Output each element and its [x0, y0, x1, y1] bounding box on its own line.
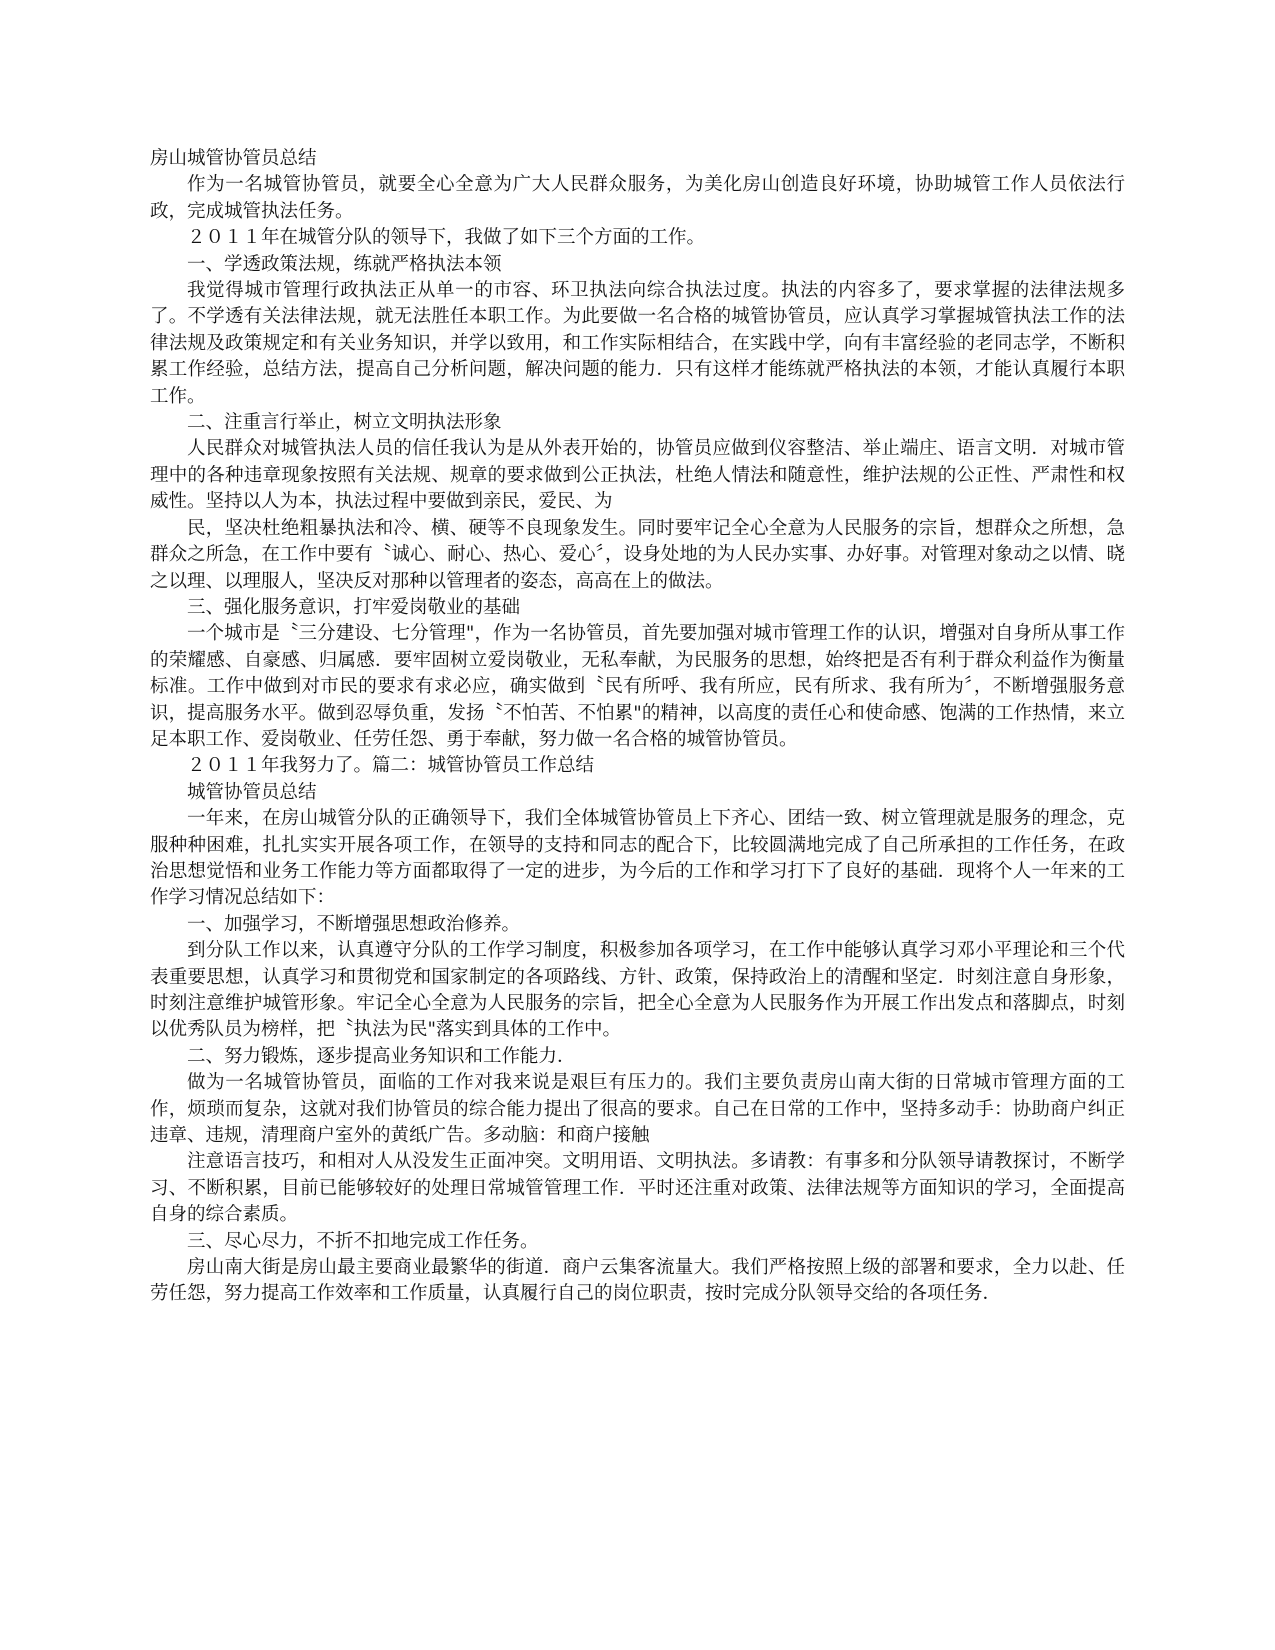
paragraph: 一年来，在房山城管分队的正确领导下，我们全体城管协管员上下齐心、团结一致、树立管理就是服务的理念，克服种种困难，扎扎实实开展各项工作，在领导的支持和同志的配合下，比较圆满地完成了自己所承担的工作任务，在政治思想觉悟和业务工作能力等方面都取得了一定的进步，为今后的工作和学习打下了良好的基础．现将个人一年来的工作学习情况总结如下：	[150, 808, 1125, 909]
paragraph: 做为一名城管协管员，面临的工作对我来说是艰巨有压力的。我们主要负责房山南大街的日常城市管理方面的工作，烦琐而复杂，这就对我们协管员的综合能力提出了很高的要求。自己在日常的工作中，坚持多动手：协助商户纠正违章、违规，清理商户室外的黄纸广告。多动脑：和商户接触	[150, 1072, 1125, 1147]
section-heading: 三、尽心尽力，不折不扣地完成工作任务。	[187, 1230, 539, 1252]
paragraph: ２０１１年在城管分队的领导下，我做了如下三个方面的工作。	[187, 227, 706, 249]
section-heading: 一、学透政策法规，练就严格执法本领	[187, 253, 502, 275]
paragraph: 民，坚决杜绝粗暴执法和冷、横、硬等不良现象发生。同时要牢记全心全意为人民服务的宗旨，想群众之所想，急群众之所急，在工作中要有〝诚心、耐心、热心、爱心〞，设身处地的为人民办实事、办好事。对管理对象动之以情、晓之以理、以理服人，坚决反对那种以管理者的姿态，高高在上的做法。	[150, 517, 1125, 592]
paragraph: 房山南大街是房山最主要商业最繁华的街道．商户云集客流量大。我们严格按照上级的部署和要求，全力以赴、任劳任怨，努力提高工作效率和工作质量，认真履行自己的岗位职责，按时完成分队领导交给的各项任务．	[150, 1257, 1125, 1305]
paragraph: 注意语言技巧，和相对人从没发生正面冲突。文明用语、文明执法。多请教：有事多和分队领导请教探讨，不断学习、不断积累，目前已能够较好的处理日常城管管理工作．平时还注重对政策、法律法规等方面知识的学习，全面提高自身的综合素质。	[150, 1151, 1125, 1226]
paragraph: 人民群众对城管执法人员的信任我认为是从外表开始的，协管员应做到仪容整洁、举止端庄、语言文明．对城市管理中的各种违章现象按照有关法规、规章的要求做到公正执法，杜绝人情法和随意性，维护法规的公正性、严肃性和权威性。坚持以人为本，执法过程中要做到亲民，爱民、为	[150, 438, 1125, 513]
document-page	[150, 146, 1125, 1308]
paragraph: 一个城市是〝三分建设、七分管理"，作为一名协管员，首先要加强对城市管理工作的认识，增强对自身所从事工作的荣耀感、自豪感、归属感．要牢固树立爱岗敬业，无私奉献，为民服务的思想，始终把是否有利于群众利益作为衡量标准。工作中做到对市民的要求有求必应，确实做到〝民有所呼、我有所应，民有所求、我有所为〞，不断增强服务意识，提高服务水平。做到忍辱负重，发扬〝不怕苦、不怕累"的精神，以高度的责任心和使命感、饱满的工作热情，来立足本职工作、爱岗敬业、任劳任怨、勇于奉献，努力做一名合格的城管协管员。	[150, 623, 1125, 750]
section-heading: 三、强化服务意识，打牢爱岗敬业的基础	[187, 596, 521, 618]
section-heading: 城管协管员总结	[187, 781, 317, 803]
section-heading: 一、加强学习，不断增强思想政治修养。	[187, 913, 521, 935]
section-heading: 二、努力锻炼，逐步提高业务知识和工作能力．	[187, 1045, 576, 1067]
paragraph: 我觉得城市管理行政执法正从单一的市容、环卫执法向综合执法过度。执法的内容多了，要求掌握的法律法规多了。不学透有关法律法规，就无法胜任本职工作。为此要做一名合格的城管协管员，应认真学习掌握城管执法工作的法律法规及政策规定和有关业务知识，并学以致用，和工作实际相结合，在实践中学，向有丰富经验的老同志学，不断积累工作经验，总结方法，提高自己分析问题，解决问题的能力．只有这样才能练就严格执法的本领，才能认真履行本职工作。	[150, 280, 1125, 407]
paragraph: ２０１１年我努力了。篇二：城管协管员工作总结	[187, 755, 595, 777]
section-heading: 二、注重言行举止，树立文明执法形象	[187, 412, 502, 434]
paragraph: 作为一名城管协管员，就要全心全意为广大人民群众服务，为美化房山创造良好环境，协助城管工作人员依法行政，完成城管执法任务。	[150, 174, 1125, 222]
document-title: 房山城管协管员总结	[150, 148, 317, 169]
paragraph: 到分队工作以来，认真遵守分队的工作学习制度，积极参加各项学习，在工作中能够认真学习邓小平理论和三个代表重要思想，认真学习和贯彻党和国家制定的各项路线、方针、政策，保持政治上的清醒和坚定．时刻注意自身形象，时刻注意维护城管形象。牢记全心全意为人民服务的宗旨，把全心全意为人民服务作为开展工作出发点和落脚点，时刻以优秀队员为榜样，把〝执法为民"落实到具体的工作中。	[150, 940, 1125, 1041]
